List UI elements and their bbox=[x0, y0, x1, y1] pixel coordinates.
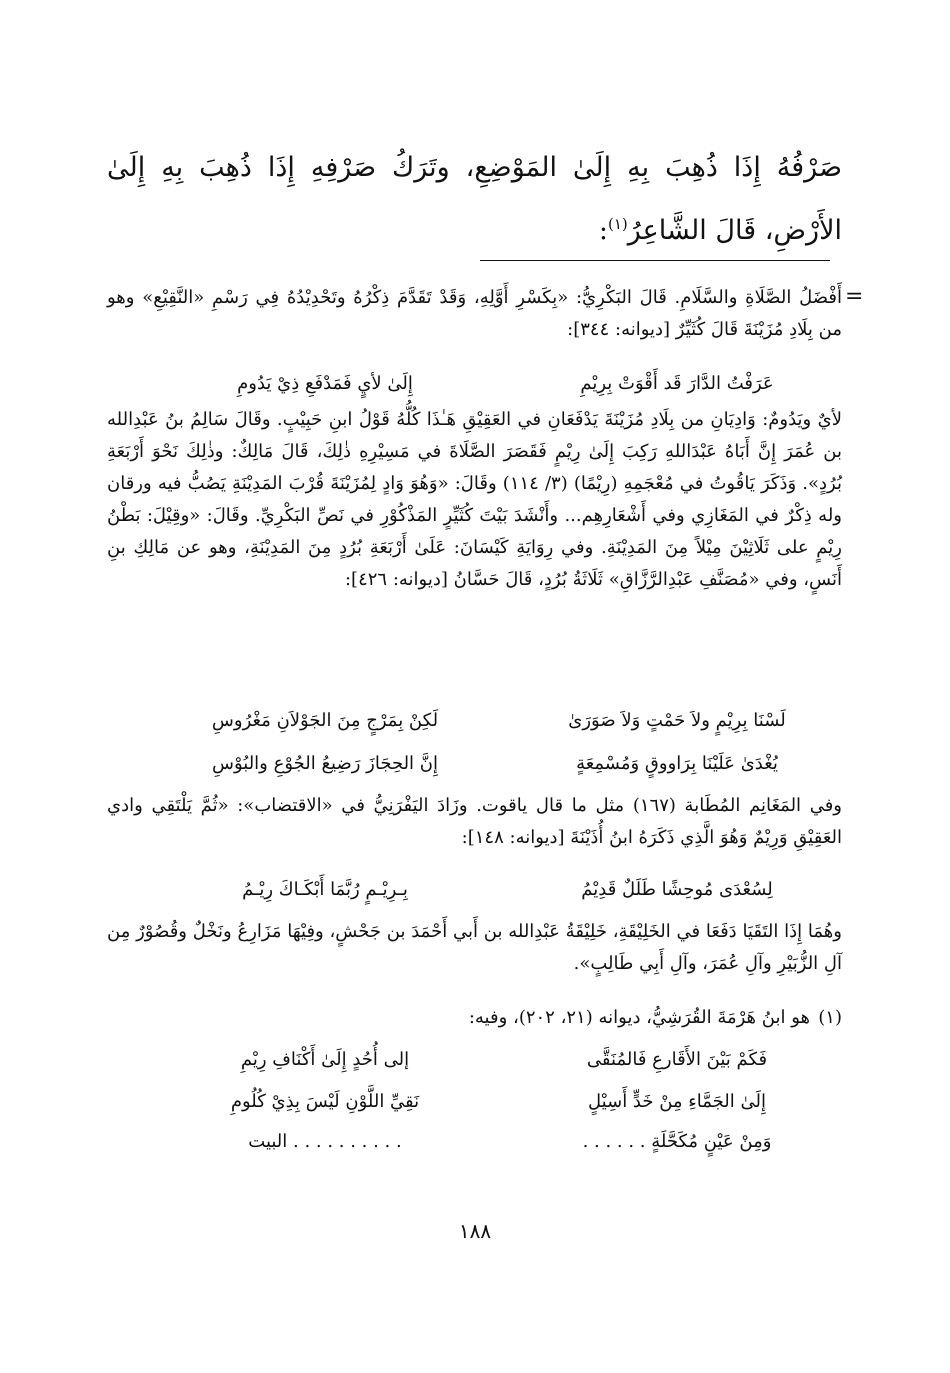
main-paragraph bbox=[107, 140, 842, 259]
verse-second-hemistich: إلى أُحُدٍ إِلَىٰ أَكْنَافِ رِيْمِ bbox=[240, 1049, 410, 1070]
verse-first-hemistich: لِسُعْدَى مُوحِشًا طَلَلٌ قَدِيْمُ bbox=[581, 879, 773, 900]
footnote-intro: هو ابنُ هَرْمَةَ القُرَشِيُّ، ديوانه (٢١، ٢٠٢)، وفيه: bbox=[468, 1007, 810, 1028]
verse-second-hemistich: بِـرِيْـمٍ رُبَّمَا أَبْكَـاكَ رِيْـمُ bbox=[242, 879, 408, 900]
verse-second-hemistich: لَكِنْ بِمَرْجٍ مِنَ الجَوْلاَنِ مَغْرُوسِ bbox=[211, 710, 439, 731]
note-paragraph-4: وهُمَا إِذَا التَقَيَا دَفَعَا في الخَلِيْقَةِ، خَلِيْقَةُ عَبْدِالله بن أَبي أَحْمَدَ بن جَحْشٍ، وفِيْهَا مَزَارِعُ ونَخْلٌ وقُصُوْرٌ مِن آلِ الزُّبَيْرِ وآلِ عُمَرَ، وآلِ أَبِي طَالِبٍ». bbox=[107, 921, 842, 974]
note-paragraph-2: لأيٌ ويَدُومٌ: وَادِيَانِ من بِلَادِ مُزَيْنَةَ يَدْفَعَانِ في العَقِيْقِ هَـٰذَا كُلُّهُ قَوْلُ ابنِ حَبِيْبٍ. وقَالَ سَالِمُ بنُ عَبْدِالله بن عُمَرَ إِنَّ أَبَاهُ عَبْدَاللهِ رَكِبَ إِلَىٰ رِيْمٍ فَقَصَرَ الصَّلَاةَ في مَسِيْرِهِ ذٰلِكَ، قَالَ مَالِكٌ: وذٰلِكَ نَحْوَ أَرْبَعَةِ بُرُدٍ». وَذَكَرَ يَاقُوتُ في مُعْجَمِهِ (رِيْمًا) (٣/ ١١٤) وقَالَ: «وَهُوَ وَادٍ لِمُزَيْنَةَ قُرْبَ المَدِيْنَةِ يَصُبُّ فيه ورقان وله ذِكْرٌ في المَغَازِي وفي أَشْعَارِهِم... وأَنْشَدَ بَيْتَ كُثَيِّرٍ المَذْكُوْرِ في نَصِّ البَكْرِيِّ. وقَالَ: «وقِيْلَ: بَطْنُ رِيْمٍ على ثَلَاثِيْنَ مِيْلاً مِنَ المَدِيْنَةِ. وفي رِوَايَةِ كَيْسَانَ: عَلَىٰ أَرْبَعَةِ بُرُدٍ مِنَ المَدِيْنَةِ، وهو عن مَالِكِ بنِ أَنَسٍ، وفي «مُصَنَّفِ عَبْدِالرَّزَّاقِ» ثَلَاثَةُ بُرُدٍ، قَالَ حَسَّانُ [ديوانه: ٤٢٦]: bbox=[107, 409, 842, 590]
main-colon: : bbox=[598, 215, 608, 246]
main-paragraph-text: صَرْفُهُ إِذَا ذُهِبَ بِهِ إِلَىٰ المَوْضِعِ، وتَرَكُ صَرْفِهِ إِذَا ذُهِبَ بِهِ إِلَىٰ الأَرْضِ، قَالَ الشَّاعِرُ bbox=[107, 152, 842, 246]
verse-first-hemistich: يُغْدَىٰ عَلَيْنَا بِرَاووقٍ وَمُسْمِعَةٍ bbox=[576, 753, 778, 774]
verse-first-hemistich: لَسْنَا بِرِيْمٍ ولاَ حَمْتٍ وَلاَ صَوَرَىٰ bbox=[568, 710, 786, 731]
verse-first-hemistich: وَمِنْ عَيْنٍ مُكَحَّلَةٍ . . . . . . bbox=[582, 1131, 772, 1152]
continued-note-mark: = bbox=[845, 284, 864, 309]
footnote-number: (١) bbox=[818, 1007, 842, 1028]
page-number: ١٨٨ bbox=[458, 1219, 492, 1243]
footnote-separator-rule bbox=[480, 260, 830, 261]
footnote-reference[interactable]: (١) bbox=[607, 215, 628, 233]
verse-first-hemistich: عَرَفْتُ الدَّارَ قَد أَقْوَتْ بِرِيْمِ bbox=[580, 373, 774, 394]
note-paragraph-1: أَفْضَلُ الصَّلَاةِ والسَّلَامِ. قَالَ البَكْرِيُّ: «بِكَسْرِ أَوَّلِهِ، وَقَدْ تَقَدَّمَ ذِكْرُهُ وتَحْدِيْدُهُ فِي رَسْمِ «النَّقِيْعِ» وهو من بِلَادِ مُزَيْنَةَ قَالَ كُثَيِّرٌ [ديوانه: ٣٤٤]: bbox=[107, 287, 842, 340]
verse-second-hemistich: . . . . . . . . . . البيت bbox=[248, 1131, 402, 1152]
verse-first-hemistich: إِلَىٰ الجَمَّاءِ مِنْ خَدٍّ أَسِيْلٍ bbox=[588, 1091, 766, 1112]
verse-second-hemistich: إِلَىٰ لأيٍ فَمَدْفَعِ ذِيْ يَدُومِ bbox=[237, 373, 413, 394]
verse-first-hemistich: فَكَمْ بَيْنَ الأَقَارعِ فَالمُنَقَّى bbox=[586, 1049, 768, 1070]
verse-second-hemistich: إِنَّ الحِجَازَ رَضِيعُ الجُوْعِ والبُوْسِ bbox=[211, 753, 439, 774]
note-paragraph-3: وفي المَغَانِم المُطَابة (١٦٧) مثل ما قال ياقوت. وزَادَ اليَفْرَنِيُّ في «الاقتضاب»: «ثُمَّ يَلْتَقِي وادي العَقِيْقِ وَرِيْمٌ وَهُوَ الَّذِي ذَكَرَهُ ابنُ أُذَيْنَةَ [ديوانه: ١٤٨]: bbox=[107, 795, 842, 848]
verse-second-hemistich: نَقِيِّ اللَّوْنِ لَيْسَ بِذِيْ كُلُومِ bbox=[230, 1091, 420, 1112]
